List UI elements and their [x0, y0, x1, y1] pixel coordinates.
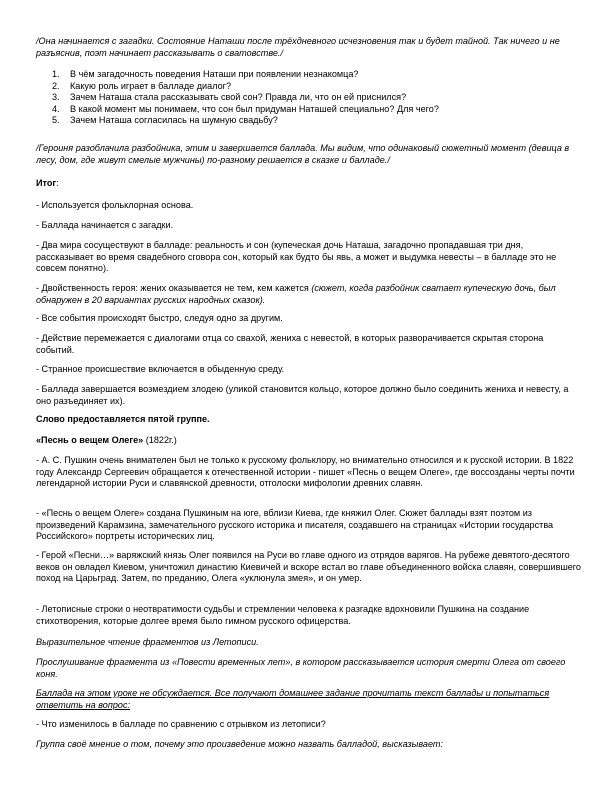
group-opinion: Группа своё мнение о том, почему это произведение можно назвать балладой, высказывает: [36, 739, 444, 749]
summary-colon: : [56, 178, 59, 188]
heroine-note: /Героиня разоблачила разбойника, этим и завершается баллада. Мы видим, что одинаковый сюжетный момент (девица в лесу, дом, где живут смелые мужчины) по-разному решается в сказке и балладе./ [36, 143, 570, 165]
group5-heading: Слово предоставляется пятой группе. [36, 414, 210, 424]
question-text: Какую роль играет в балладе диалог? [70, 80, 232, 91]
listening-note: Прослушивание фрагмента из «Повести временных лет», в котором рассказывается история смерти Олега от своего коня. [36, 657, 566, 679]
question-text: Зачем Наташа стала рассказывать свой сон? Правда ли, что он ей приснился? [70, 92, 407, 103]
question-item [52, 69, 612, 81]
summary-point: - Все события происходят быстро, следуя одно за другим. [36, 313, 283, 323]
question-number: 3. [52, 92, 60, 103]
question-list [36, 69, 612, 127]
summary-label: Итог [36, 178, 57, 188]
intro-note: /Она начинается с загадки. Состояние Наташи после трёхдневного исчезновения так и будет тайной. Так ничего и не разъяснив, поэт начинает рассказывать о сватовстве./ [36, 36, 560, 58]
oleg-year: (1822г.) [143, 435, 177, 445]
summary-point: - Используется фольклорная основа. [36, 200, 194, 210]
question-number: 5. [52, 115, 60, 126]
summary-heading [36, 178, 581, 190]
question-item [52, 80, 612, 93]
oleg-heading [36, 435, 581, 447]
oleg-paragraph: - Летописные строки о неотвратимости судьбы и стремлении человека к разгадке вдохновили Пушкина на создание стихотворения, которые долгее время было гимном русского офицерства. [36, 604, 530, 626]
homework-note: Баллада на этом уроке не обсуждается. Все получают домашнее задание прочитать текст баллады и попытаться ответить на вопрос: [36, 688, 550, 710]
question-number: 1. [52, 69, 60, 79]
question-text: В какой момент мы понимаем, что сон был придуман Наташей специально? Для чего? [70, 103, 439, 114]
question-number: 2. [52, 80, 60, 91]
oleg-paragraph: - Герой «Песни…» варяжский князь Олег появился на Руси во главе одного из отрядов варягов. На рубеже девятого-десятого веков он овладел Киевом, уничтожил династию Киевичей и вскоре встал во главе объединенного войска славян, совершившего поход на Царьград. Затем, по преданию, Олега «уклюнула змея», и он умер. [36, 550, 581, 584]
expressive-reading: Выразительное чтение фрагментов из Летописи. [36, 637, 259, 647]
oleg-paragraph: - «Песнь о вещем Олеге» создана Пушкиным на юге, вблизи Киева, где княжил Олег. Сюжет баллады взят поэтом из произведений Карамзина, замечательного русского историка и писателя, создавшего на страницах «Истории государства Российского» портреты исторических лиц. [36, 508, 554, 542]
question-change: - Что изменилось в балладе по сравнению с отрывком из летописи? [36, 719, 326, 729]
summary-point: - Баллада завершается возмездием злодею (уликой становится кольцо, которое должно было соединить жениха и невесту, а оно разъединяет их). [36, 384, 569, 406]
summary-point-text: - Двойственность героя: жених оказывается не тем, кем кажется [36, 283, 312, 293]
question-text: В чём загадочность поведения Наташи при появлении незнакомца? [70, 69, 359, 79]
summary-point: - Баллада начинается с загадки. [36, 220, 174, 230]
question-text: Зачем Наташа согласилась на шумную свадьбу? [70, 115, 278, 126]
summary-point [36, 283, 581, 306]
summary-point: - Действие перемежается с диалогами отца со свахой, жениха с невестой, в которых разворачивается скрытая сторона событий. [36, 333, 544, 355]
question-item [52, 103, 612, 116]
oleg-paragraph: - А. С. Пушкин очень внимателен был не только к русскому фольклору, но внимательно относился и к русской истории. В 1822 году Александр Сергеевич обращается к отечественной истории - пишет «Песнь о вещем Олеге», где воссозданы черты почти легендарной истории Руси и славянской древности, отголоски мифологии древних славян. [36, 455, 575, 489]
summary-point-italic: (сюжет, когда разбойник сватает купеческую дочь, был обнаружен в 20 вариантах русских народных сказок). [36, 283, 556, 305]
summary-point: - Странное происшествие включается в обыденную среду. [36, 364, 285, 374]
summary-point: - Два мира сосуществуют в балладе: реальность и сон (купеческая дочь Наташа, загадочно пропадавшая три дня, рассказывает во время свадебного сговора сон, который как будто бы явь, а может и выдумка невесты – в балладе это не совсем понятно). [36, 240, 557, 274]
oleg-title: «Песнь о вещем Олеге» [36, 435, 144, 445]
question-item [52, 92, 612, 104]
question-item [52, 115, 612, 127]
question-number: 4. [52, 103, 60, 114]
